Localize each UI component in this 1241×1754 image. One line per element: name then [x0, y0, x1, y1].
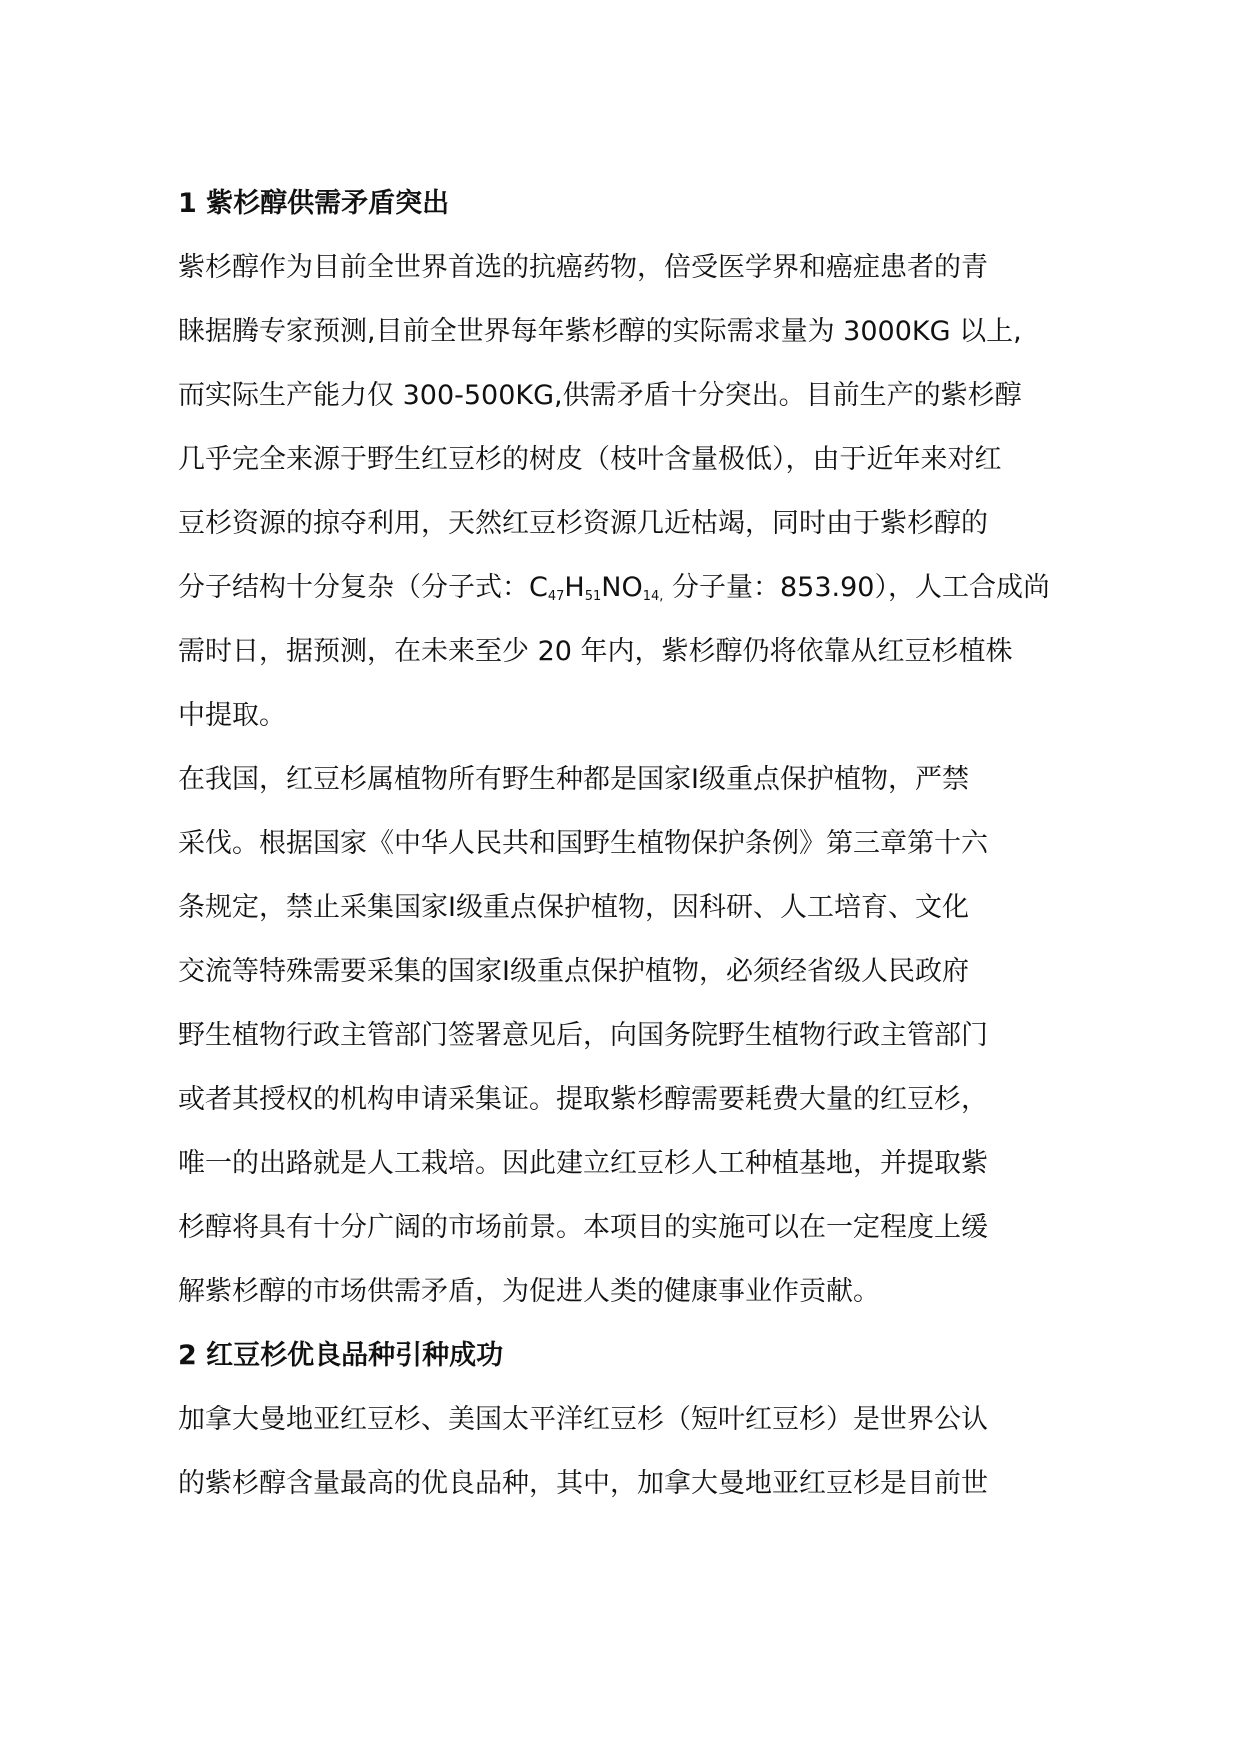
paragraph-line: 紫杉醇作为目前全世界首选的抗癌药物，倍受医学界和癌症患者的青	[178, 252, 988, 283]
paragraph-line: 条规定，禁止采集国家Ⅰ级重点保护植物，因科研、人工培育、文化	[178, 892, 969, 923]
paragraph-line: 睐据腾专家预测,目前全世界每年紫杉醇的实际需求量为 3000KG 以上,	[178, 316, 1022, 347]
formula-subscript-h: 51	[584, 589, 602, 604]
paragraph-line: 采伐。根据国家《中华人民共和国野生植物保护条例》第三章第十六	[178, 828, 988, 859]
paragraph-line: 需时日，据预测，在未来至少 20 年内，紫杉醇仍将依靠从红豆杉植株	[178, 636, 1013, 667]
formula-no: NO	[601, 572, 643, 603]
formula-h: H	[564, 572, 585, 603]
section-heading-2: 2 红豆杉优良品种引种成功	[178, 1340, 504, 1371]
paragraph-line: 野生植物行政主管部门签署意见后，向国务院野生植物行政主管部门	[178, 1020, 988, 1051]
section-heading-1: 1 紫杉醇供需矛盾突出	[178, 188, 450, 219]
paragraph-line: 的紫杉醇含量最高的优良品种，其中，加拿大曼地亚红豆杉是目前世	[178, 1468, 988, 1499]
paragraph-line: 或者其授权的机构申请采集证。提取紫杉醇需要耗费大量的红豆杉，	[178, 1084, 988, 1115]
paragraph-line: 中提取。	[178, 700, 286, 731]
paragraph-line: 交流等特殊需要采集的国家Ⅰ级重点保护植物，必须经省级人民政府	[178, 956, 969, 987]
paragraph-line: 解紫杉醇的市场供需矛盾，为促进人类的健康事业作贡献。	[178, 1276, 880, 1307]
paragraph-line: 唯一的出路就是人工栽培。因此建立红豆杉人工种植基地，并提取紫	[178, 1148, 988, 1179]
formula-suffix: 分子量：853.90），人工合成尚	[663, 572, 1050, 603]
paragraph-line: 在我国，红豆杉属植物所有野生种都是国家Ⅰ级重点保护植物，严禁	[178, 764, 969, 795]
paragraph-line: 而实际生产能力仅 300-500KG,供需矛盾十分突出。目前生产的紫杉醇	[178, 380, 1022, 411]
paragraph-line: 几乎完全来源于野生红豆杉的树皮（枝叶含量极低），由于近年来对红	[178, 444, 1002, 475]
paragraph-line-formula	[178, 570, 1066, 606]
paragraph-line: 豆杉资源的掠夺利用，天然红豆杉资源几近枯竭，同时由于紫杉醇的	[178, 508, 988, 539]
formula-prefix: 分子结构十分复杂（分子式：C	[178, 572, 548, 603]
formula-subscript-o: 14,	[642, 589, 664, 604]
paragraph-line: 加拿大曼地亚红豆杉、美国太平洋红豆杉（短叶红豆杉）是世界公认	[178, 1404, 988, 1435]
paragraph-line: 杉醇将具有十分广阔的市场前景。本项目的实施可以在一定程度上缓	[178, 1212, 988, 1243]
formula-subscript-c: 47	[547, 589, 565, 604]
document-page	[178, 186, 1066, 1530]
